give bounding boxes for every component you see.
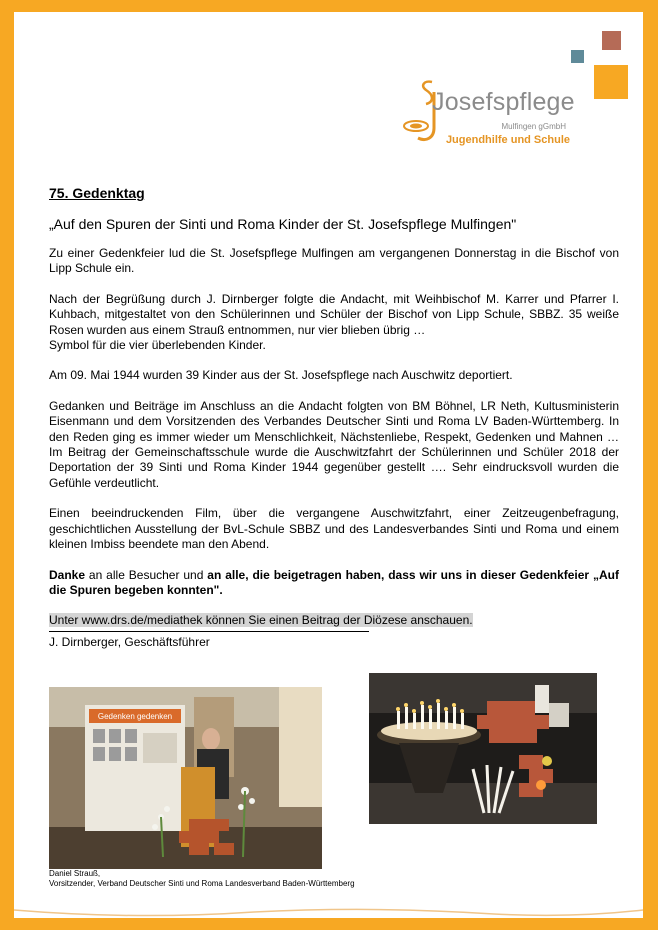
paragraph: Zu einer Gedenkfeier lud die St. Josefspflege Mulfingen am vergangenen Donnerstag in die Bischof von Lipp Schule ein. [49, 246, 619, 276]
paragraph: Einen beeindruckenden Film, über die vergangene Auschwitzfahrt, einer Zeitzeugenbefragung, geschichtlichen Ausstellung der BvL-Schule SBBZ und des Landesverbandes Sinti und Roma und einem kleinen Imbiss beendete man den Abend. [49, 506, 619, 552]
candles-photo-illustration [369, 673, 597, 824]
thanks-paragraph [49, 568, 619, 599]
decor-square-blue [571, 50, 584, 63]
article-subtitle: „Auf den Spuren der Sinti und Roma Kinder der St. Josefspflege Mulfingen" [49, 216, 517, 232]
photo-caption [49, 869, 355, 889]
candles-photo [369, 673, 597, 824]
logo-subtitle: Mulfingen gGmbH [501, 122, 566, 131]
speaker-photo [49, 687, 322, 869]
thanks-middle: an alle Besucher und [85, 567, 208, 582]
signature: J. Dirnberger, Geschäftsführer [49, 635, 210, 650]
decor-square-orange [594, 65, 628, 99]
link-note-row [49, 611, 619, 629]
josefspflege-logo [394, 76, 574, 166]
caption-name: Daniel Strauß, [49, 869, 101, 878]
logo-name: Josefspflege [432, 88, 575, 116]
document-page [14, 12, 643, 918]
paragraph: Nach der Begrüßung durch J. Dirnberger folgte die Andacht, mit Weihbischof M. Karrer und Pfarrer I. Kuhbach, mitgestaltet von den Schülerinnen und Schüler der Bischof von Lipp Schule, SBBZ. 35 weiße Rosen wurden aus einem Strauß entnommen, nur vier blieben übrig … [49, 291, 619, 337]
article-content [49, 185, 619, 650]
caption-role: Vorsitzender, Verband Deutscher Sinti und Roma Landesverband Baden-Württemberg [49, 879, 355, 888]
logo-tagline: Jugendhilfe und Schule [445, 134, 570, 146]
speaker-photo-illustration [49, 687, 322, 869]
signature-rule [49, 631, 369, 632]
bottom-decoration [14, 908, 643, 918]
banner-text: Gedenken gedenken [97, 712, 173, 721]
paragraph: Gedanken und Beiträge im Anschluss an die Andacht folgten von BM Böhnel, LR Neth, Kultusministerin Eisenmann und dem Vorsitzenden des Verbandes Deutscher Sinti und Roma LV Baden-Württemberg. In den Reden ging es immer wieder um Menschlichkeit, Nächstenliebe, Respekt, Gedenken und Mahnen … Im Beitrag der Gemeinschaftsschule wurde die Auschwitzfahrt der Schülerinnen und Schüler 2018 der Deportation der 39 Sinti und Roma Kinder 1944 gegenüber gestellt …. Sehr eindrucksvoll wurden die Gefühle verdeutlicht. [49, 398, 619, 490]
thanks-end: an alle, die beigetragen haben, dass wir uns in dieser Gedenkfeier „Auf die Spuren begeben konnten". [49, 567, 619, 597]
paragraph: Symbol für die vier überlebenden Kinder. [49, 338, 266, 353]
thanks-word: Danke [49, 567, 86, 582]
article-heading: 75. Gedenktag [49, 185, 145, 201]
decor-square-red [602, 31, 621, 50]
mediathek-link-note[interactable]: Unter www.drs.de/mediathek können Sie einen Beitrag der Diözese anschauen. [49, 613, 473, 628]
paragraph: Am 09. Mai 1944 wurden 39 Kinder aus der St. Josefspflege nach Auschwitz deportiert. [49, 368, 513, 383]
